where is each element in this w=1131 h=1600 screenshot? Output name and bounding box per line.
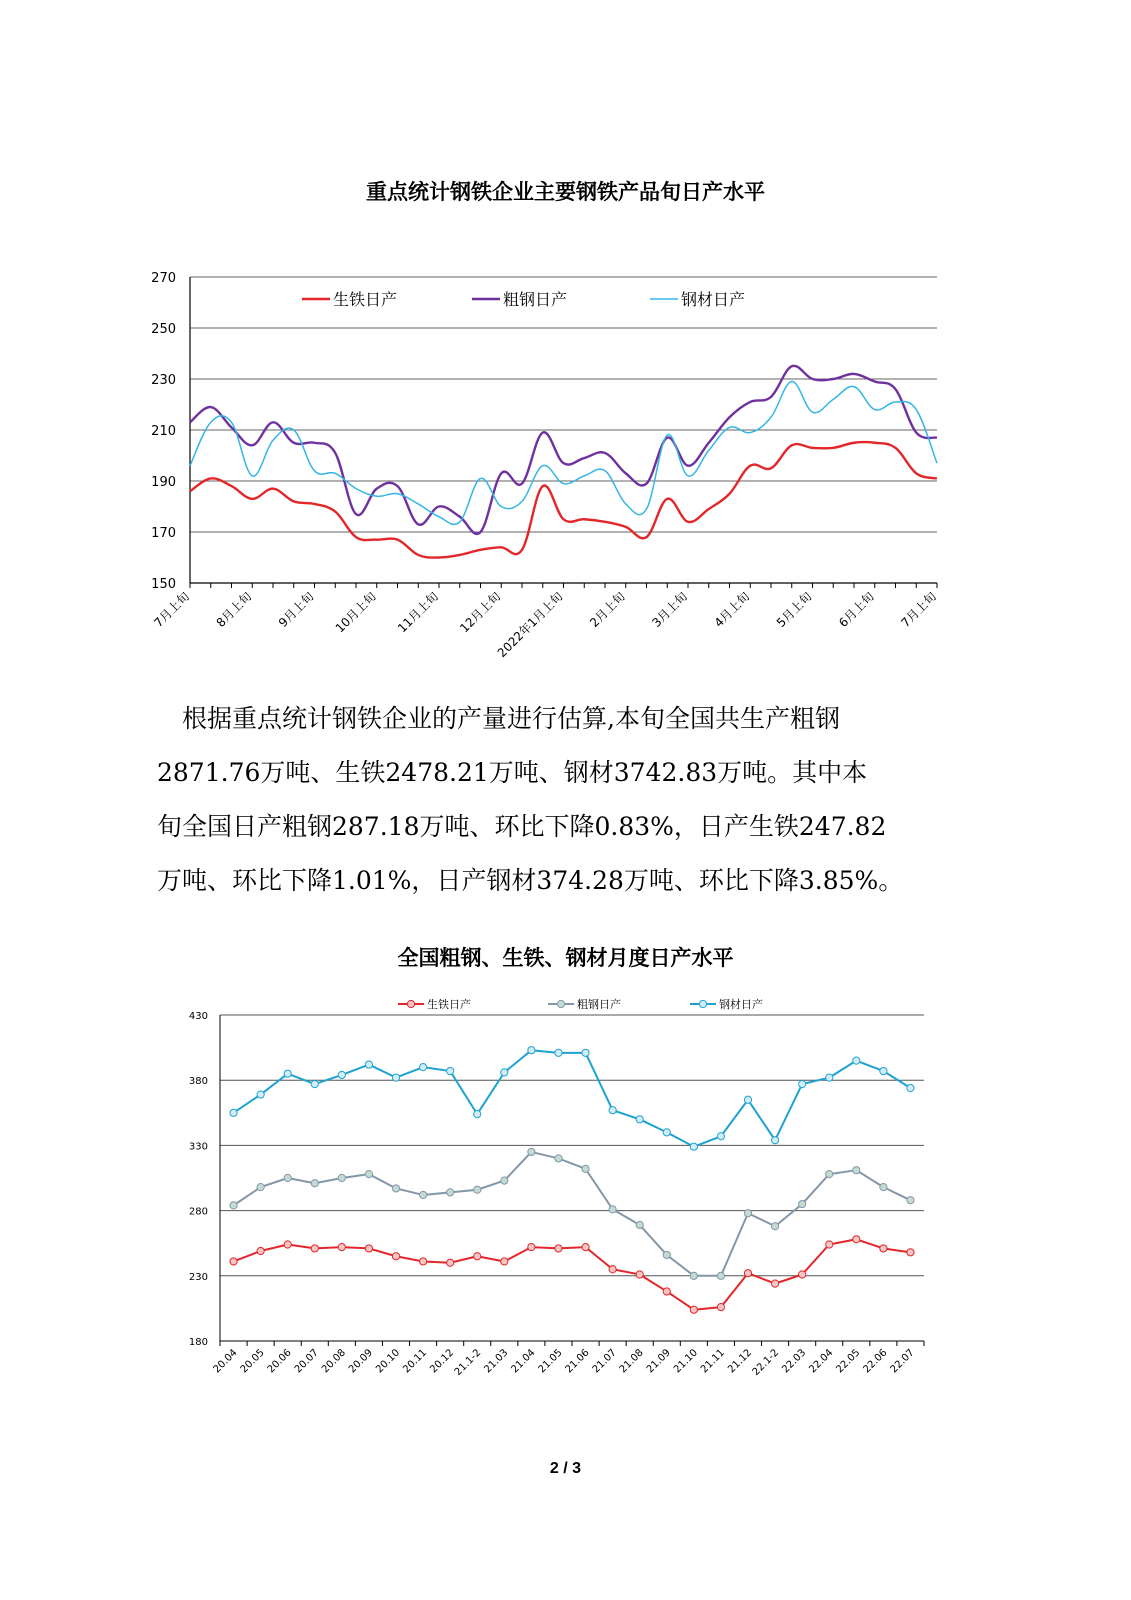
chart1-x-tick-label: 10月上旬	[332, 589, 379, 636]
chart2-data-point	[582, 1244, 589, 1251]
chart2-data-point	[474, 1111, 481, 1118]
chart2-y-tick-label: 380	[188, 1076, 208, 1088]
chart2-data-point	[880, 1184, 887, 1191]
chart1-y-axis	[151, 271, 176, 592]
chart2-series-line	[234, 1152, 911, 1276]
chart2-data-point	[907, 1084, 914, 1091]
chart2-data-point	[230, 1258, 237, 1265]
chart2-data-point	[826, 1241, 833, 1248]
paragraph-line-3: 旬全国日产粗钢287.18万吨、环比下降0.83%，日产生铁247.82	[157, 812, 887, 841]
chart2-x-tick-label: 20.05	[238, 1347, 267, 1376]
chart1-y-tick-label: 170	[151, 526, 176, 541]
chart2-data-point	[257, 1184, 264, 1191]
chart2-data-point	[528, 1244, 535, 1251]
chart2-data-point	[582, 1049, 589, 1056]
chart1-x-tick-label: 4月上旬	[711, 589, 753, 630]
chart2-data-point	[338, 1071, 345, 1078]
chart2-title: 全国粗钢、生铁、钢材月度日产水平	[397, 946, 734, 970]
chart1-x-tick-label: 11月上旬	[394, 589, 442, 636]
chart2-data-point	[257, 1247, 264, 1254]
chart2-data-point	[230, 1202, 237, 1209]
chart2-x-tick-label: 22.07	[888, 1347, 917, 1376]
chart2-data-point	[555, 1049, 562, 1056]
chart2-data-point	[501, 1177, 508, 1184]
chart2-legend-marker	[557, 1000, 564, 1007]
chart2-data-point	[447, 1189, 454, 1196]
chart2-data-point	[365, 1245, 372, 1252]
chart2-data-point	[609, 1107, 616, 1114]
chart1-grid	[190, 277, 937, 583]
chart1-y-tick-label: 250	[151, 322, 176, 337]
chart2-data-point	[447, 1259, 454, 1266]
chart2-x-tick-label: 22.06	[861, 1347, 890, 1376]
chart2-data-point	[799, 1081, 806, 1088]
chart2-legend-marker	[699, 1000, 706, 1007]
chart2-data-point	[663, 1288, 670, 1295]
chart2-series-line	[234, 1050, 911, 1146]
chart2-data-point	[663, 1251, 670, 1258]
chart1-x-tick-label: 5月上旬	[773, 589, 815, 630]
chart2-data-point	[474, 1186, 481, 1193]
chart2-data-point	[365, 1170, 372, 1177]
chart2-data-point	[474, 1253, 481, 1260]
chart2-data-point	[771, 1223, 778, 1230]
chart2-data-point	[230, 1109, 237, 1116]
chart2-data-point	[284, 1174, 291, 1181]
chart2-x-tick-label: 20.04	[211, 1347, 240, 1376]
chart2-data-point	[338, 1174, 345, 1181]
chart2-data-point	[555, 1155, 562, 1162]
chart2-data-point	[717, 1303, 724, 1310]
chart2-data-point	[853, 1236, 860, 1243]
chart2-data-point	[853, 1167, 860, 1174]
chart2-x-tick-label: 21.06	[563, 1347, 592, 1376]
chart2-y-tick-label: 280	[188, 1206, 208, 1218]
chart2-data-point	[284, 1241, 291, 1248]
chart1-legend-label: 生铁日产	[333, 290, 398, 309]
chart1-legend-label: 钢材日产	[681, 290, 746, 309]
chart2-y-axis	[189, 1011, 208, 1348]
paragraph-line-1: 根据重点统计钢铁企业的产量进行估算,本旬全国共生产粗钢	[182, 704, 840, 733]
chart2-data-point	[907, 1197, 914, 1204]
chart2-x-tick-label: 20.08	[319, 1347, 348, 1376]
chart2-daily-output-monthly	[0, 995, 1131, 1420]
chart2-data-point	[826, 1170, 833, 1177]
chart2-x-tick-label: 21.10	[671, 1347, 700, 1376]
chart2-x-tick-label: 21.04	[509, 1347, 538, 1376]
chart2-y-tick-label: 430	[188, 1011, 208, 1022]
chart2-x-tick-label: 22.04	[807, 1347, 836, 1376]
chart2-x-axis	[212, 1341, 924, 1378]
chart2-y-tick-label: 330	[188, 1141, 208, 1153]
chart1-x-tick-label: 9月上旬	[275, 589, 317, 630]
chart2-x-tick-label: 20.07	[292, 1347, 321, 1376]
chart2-legend-label: 生铁日产	[427, 998, 471, 1011]
chart1-y-tick-label: 210	[151, 424, 176, 439]
chart1-x-tick-label: 6月上旬	[836, 589, 877, 630]
chart2-data-point	[853, 1057, 860, 1064]
chart2-data-point	[690, 1306, 697, 1313]
chart2-data-point	[365, 1061, 372, 1068]
chart2-legend-label: 粗钢日产	[577, 998, 621, 1011]
page-number: 2 / 3	[549, 1460, 582, 1477]
chart1-x-tick-label: 7月上旬	[898, 589, 940, 630]
chart2-data-point	[284, 1070, 291, 1077]
chart2-data-point	[528, 1047, 535, 1054]
chart2-data-point	[663, 1129, 670, 1136]
chart2-data-point	[744, 1096, 751, 1103]
chart2-data-point	[392, 1253, 399, 1260]
chart2-data-point	[636, 1221, 643, 1228]
chart1-x-tick-label: 7月上旬	[151, 589, 193, 630]
chart2-data-point	[528, 1148, 535, 1155]
chart2-data-point	[636, 1271, 643, 1278]
summary-paragraph	[157, 692, 957, 908]
chart1-y-tick-label: 190	[151, 475, 176, 490]
chart1-x-tick-label: 3月上旬	[649, 589, 691, 630]
chart1-x-tick-label: 8月上旬	[213, 589, 255, 630]
chart2-data-point	[880, 1245, 887, 1252]
chart2-data-point	[799, 1200, 806, 1207]
chart2-legend	[398, 997, 763, 1011]
chart2-data-point	[690, 1272, 697, 1279]
chart2-data-point	[392, 1185, 399, 1192]
chart2-x-tick-label: 20.11	[401, 1347, 430, 1376]
chart2-data-point	[744, 1270, 751, 1277]
chart2-data-point	[717, 1272, 724, 1279]
chart2-x-tick-label: 21.08	[617, 1347, 646, 1376]
chart2-data-point	[636, 1116, 643, 1123]
chart1-y-tick-label: 230	[151, 373, 176, 388]
chart2-series	[230, 1047, 914, 1314]
chart1-title: 重点统计钢铁企业主要钢铁产品旬日产水平	[366, 180, 765, 204]
chart2-x-tick-label: 21.07	[590, 1347, 619, 1376]
chart2-data-point	[907, 1249, 914, 1256]
chart2-grid	[220, 1015, 924, 1341]
chart2-data-point	[880, 1067, 887, 1074]
chart1-x-tick-label: 2月上旬	[587, 589, 628, 630]
chart2-data-point	[744, 1210, 751, 1217]
paragraph-line-2: 2871.76万吨、生铁2478.21万吨、钢材3742.83万吨。其中本	[157, 758, 868, 787]
chart1-legend-label: 粗钢日产	[503, 290, 568, 309]
chart1-legend	[302, 290, 745, 309]
chart1-series	[190, 366, 937, 558]
chart2-data-point	[311, 1180, 318, 1187]
chart2-data-point	[338, 1244, 345, 1251]
chart1-y-tick-label: 270	[151, 271, 176, 286]
chart2-x-tick-label: 21.12	[726, 1347, 755, 1376]
chart1-y-tick-label: 150	[151, 577, 176, 592]
chart2-data-point	[311, 1245, 318, 1252]
chart2-x-tick-label: 22.03	[780, 1347, 809, 1376]
chart1-x-axis	[151, 583, 939, 660]
chart2-x-tick-label: 20.10	[374, 1347, 403, 1376]
chart2-x-tick-label: 22.05	[834, 1347, 863, 1376]
chart2-data-point	[771, 1280, 778, 1287]
chart2-y-tick-label: 180	[188, 1337, 208, 1348]
chart2-data-point	[799, 1271, 806, 1278]
chart2-x-tick-label: 21.1-2	[452, 1347, 484, 1378]
chart2-data-point	[582, 1165, 589, 1172]
chart2-x-tick-label: 20.06	[265, 1347, 294, 1376]
chart2-data-point	[717, 1133, 724, 1140]
chart2-data-point	[419, 1258, 426, 1265]
paragraph-line-4: 万吨、环比下降1.01%，日产钢材374.28万吨、环比下降3.85%。	[157, 866, 904, 895]
chart2-x-tick-label: 21.05	[536, 1347, 565, 1376]
chart2-data-point	[771, 1137, 778, 1144]
chart2-data-point	[392, 1074, 399, 1081]
chart2-data-point	[447, 1067, 454, 1074]
chart2-data-point	[257, 1091, 264, 1098]
chart2-legend-marker	[407, 1000, 414, 1007]
chart2-y-tick-label: 230	[188, 1271, 208, 1283]
chart2-data-point	[609, 1206, 616, 1213]
chart2-x-tick-label: 20.12	[428, 1347, 457, 1376]
chart2-data-point	[311, 1081, 318, 1088]
chart2-data-point	[501, 1258, 508, 1265]
chart2-data-point	[690, 1143, 697, 1150]
chart2-x-tick-label: 22.1-2	[750, 1347, 782, 1378]
chart2-data-point	[419, 1064, 426, 1071]
chart2-x-tick-label: 20.09	[347, 1347, 376, 1376]
chart1-daily-output-dekad	[0, 262, 1131, 682]
chart2-data-point	[826, 1074, 833, 1081]
chart2-data-point	[555, 1245, 562, 1252]
chart2-x-tick-label: 21.11	[699, 1347, 728, 1376]
chart2-data-point	[501, 1069, 508, 1076]
chart1-series-line	[190, 442, 937, 557]
chart2-data-point	[419, 1191, 426, 1198]
chart1-x-tick-label: 2022年1月上旬	[494, 589, 566, 661]
chart2-x-tick-label: 21.03	[482, 1347, 511, 1376]
chart1-x-tick-label: 12月上旬	[457, 589, 504, 636]
chart2-x-tick-label: 21.09	[644, 1347, 673, 1376]
chart2-legend-label: 钢材日产	[719, 998, 763, 1011]
chart2-series-line	[234, 1239, 911, 1309]
chart1-series-line	[190, 366, 937, 534]
chart2-data-point	[609, 1266, 616, 1273]
